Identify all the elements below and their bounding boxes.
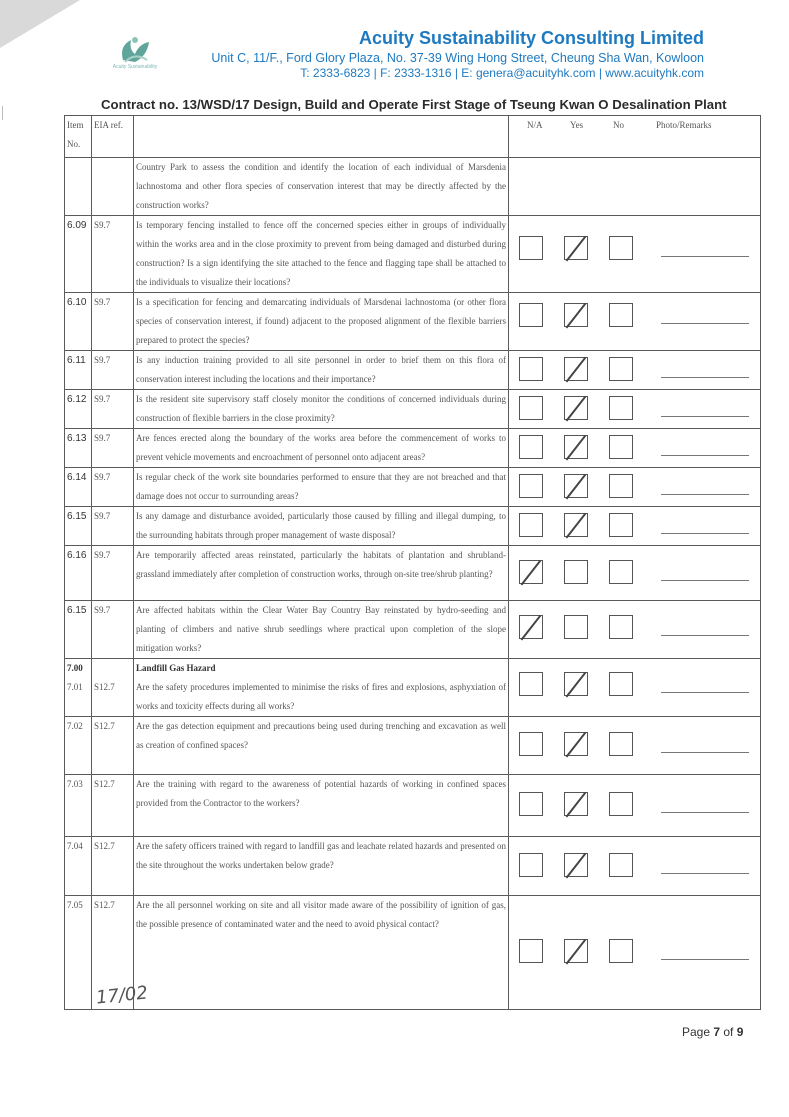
checkbox-yes[interactable] [564, 560, 588, 584]
page-number [682, 1025, 743, 1039]
row-item-no: 6.12 [65, 390, 92, 429]
question-text: Is any damage and disturbance avoided, particularly those caused by filling and illegal dumping, to the surrounding habitats through proper management of waste disposal? [136, 511, 506, 540]
checkbox-na[interactable] [519, 236, 543, 260]
remarks-line[interactable] [661, 635, 749, 636]
row-options [509, 896, 761, 1010]
question-text: Are temporarily affected areas reinstated, particularly the habitats of plantation and shrubland-grassland immediately after completion of construction works, through on-site tree/shrub planting? [136, 550, 506, 579]
checkbox-na[interactable] [519, 357, 543, 381]
header-description [134, 116, 509, 158]
header-eia-ref: EIA ref. [92, 116, 134, 158]
remarks-line[interactable] [661, 752, 749, 753]
row-description [134, 390, 509, 429]
page-prefix: Page [682, 1025, 714, 1039]
table-row [65, 775, 761, 837]
header-na: N/A [527, 120, 543, 130]
checkbox-no[interactable] [609, 732, 633, 756]
row-eia-ref: S9.7 [92, 468, 134, 507]
question-text: Are the gas detection equipment and precautions being used during trenching and excavation as well as creation of confined spaces? [136, 721, 506, 750]
remarks-line[interactable] [661, 580, 749, 581]
margin-mark [2, 106, 3, 120]
checkbox-no[interactable] [609, 357, 633, 381]
row-options [509, 546, 761, 601]
checkbox-no[interactable] [609, 513, 633, 537]
checkbox-yes[interactable] [564, 474, 588, 498]
question-text: Country Park to assess the condition and identify the location of each individual of Marsdenia lachnostoma and other flora species of conservation interest that may be directly affected by the construction works? [136, 162, 506, 210]
table-row [65, 390, 761, 429]
table-row [65, 837, 761, 896]
remarks-line[interactable] [661, 416, 749, 417]
row-description [134, 717, 509, 775]
row-item-no [65, 659, 92, 717]
row-eia-ref: S12.7 [92, 775, 134, 837]
checkbox-na[interactable] [519, 513, 543, 537]
checkbox-no[interactable] [609, 560, 633, 584]
checkbox-no[interactable] [609, 474, 633, 498]
checkbox-na[interactable] [519, 435, 543, 459]
row-options [509, 390, 761, 429]
table-row [65, 429, 761, 468]
row-options [509, 216, 761, 293]
row-item-no: 7.05 [65, 896, 92, 1010]
row-eia-ref: S12.7 [92, 717, 134, 775]
remarks-line[interactable] [661, 812, 749, 813]
row-options [509, 507, 761, 546]
table-row [65, 216, 761, 293]
section-title: Landfill Gas Hazard [136, 663, 216, 673]
header-yes: Yes [570, 120, 584, 130]
question-text: Are the safety officers trained with regard to landfill gas and leachate related hazards and presented on the site throughout the works undertaken below grade? [136, 841, 506, 870]
row-item-no: 6.13 [65, 429, 92, 468]
logo-caption: Acuity Sustainability [112, 64, 158, 70]
question-text: Are the all personnel working on site and all visitor made aware of the possibility of ignition of gas, the possible presence of contaminated water and the need to avoid physical contact? [136, 900, 506, 929]
checkbox-no[interactable] [609, 236, 633, 260]
question-text: Are the safety procedures implemented to minimise the risks of fires and explosions, asphyxiation of works and toxicity effects during all works? [136, 682, 506, 711]
checkbox-no[interactable] [609, 792, 633, 816]
row-description [134, 659, 509, 717]
checkbox-no[interactable] [609, 672, 633, 696]
section-number: 7.00 [67, 663, 83, 673]
checkbox-no[interactable] [609, 303, 633, 327]
row-description [134, 507, 509, 546]
folded-corner [0, 0, 80, 48]
row-eia-ref: S9.7 [92, 351, 134, 390]
table-row [65, 351, 761, 390]
question-text: Are fences erected along the boundary of the works area before the commencement of works to prevent vehicle movements and encroachment of personnel onto adjacent areas? [136, 433, 506, 462]
question-text: Are affected habitats within the Clear Water Bay Country Bay reinstated by hydro-seeding and planting of climbers and native shrub seedlings where practical upon completion of the slope mitigation works? [136, 605, 506, 653]
checkbox-yes[interactable] [564, 939, 588, 963]
row-item-no: 6.10 [65, 293, 92, 351]
company-contact: T: 2333-6823 | F: 2333-1316 | E: genera@acuityhk.com | www.acuityhk.com [300, 66, 704, 80]
row-options [509, 659, 761, 717]
row-description [134, 601, 509, 659]
row-eia-ref: S9.7 [92, 216, 134, 293]
question-text: Is a specification for fencing and demarcating individuals of Marsdenai lachnostoma (or other flora species of conservation interest, if found) adjacent to the proposed alignment of the flexible barriers prepared to protect the species? [136, 297, 506, 345]
row-description [134, 429, 509, 468]
page-of: of [720, 1025, 737, 1039]
row-item-no: 7.03 [65, 775, 92, 837]
row-options [509, 351, 761, 390]
checkbox-na[interactable] [519, 792, 543, 816]
table-row [65, 158, 761, 216]
row-options [509, 837, 761, 896]
checkbox-yes[interactable] [564, 853, 588, 877]
table-row [65, 601, 761, 659]
row-description [134, 158, 509, 216]
checkbox-no[interactable] [609, 435, 633, 459]
checkbox-na[interactable] [519, 939, 543, 963]
company-address: Unit C, 11/F., Ford Glory Plaza, No. 37-39 Wing Hong Street, Cheung Sha Wan, Kowloon [211, 51, 704, 65]
remarks-line[interactable] [661, 323, 749, 324]
remarks-line[interactable] [661, 455, 749, 456]
remarks-line[interactable] [661, 692, 749, 693]
row-item-no: 6.16 [65, 546, 92, 601]
table-header-row [65, 116, 761, 158]
handwritten-note: 17/02 [95, 982, 149, 1009]
header-item-no: Item No. [65, 116, 92, 158]
row-eia-ref [92, 659, 134, 717]
checkbox-yes[interactable] [564, 396, 588, 420]
checkbox-no[interactable] [609, 396, 633, 420]
row-item-no: 7.02 [65, 717, 92, 775]
row-options [509, 158, 761, 216]
remarks-line[interactable] [661, 959, 749, 960]
checkbox-na[interactable] [519, 560, 543, 584]
table-row [65, 468, 761, 507]
row-eia-ref: S9.7 [92, 390, 134, 429]
row-description [134, 351, 509, 390]
acuity-logo-icon [105, 30, 165, 80]
row-options [509, 429, 761, 468]
row-eia-ref: S9.7 [92, 507, 134, 546]
checkbox-na[interactable] [519, 672, 543, 696]
checkbox-na[interactable] [519, 853, 543, 877]
table-row [65, 896, 761, 1010]
row-eia-ref: S12.7 [92, 837, 134, 896]
checkbox-yes[interactable] [564, 672, 588, 696]
row-options [509, 293, 761, 351]
row-eia-ref [92, 158, 134, 216]
header-no: No [613, 120, 624, 130]
checkbox-yes[interactable] [564, 303, 588, 327]
contract-title: Contract no. 13/WSD/17 Design, Build and Operate First Stage of Tseung Kwan O Desalination Plant [101, 97, 727, 112]
checkbox-no[interactable] [609, 853, 633, 877]
checkbox-yes[interactable] [564, 615, 588, 639]
ref-value: S12.7 [94, 682, 115, 692]
checkbox-no[interactable] [609, 939, 633, 963]
remarks-line[interactable] [661, 494, 749, 495]
row-item-no [65, 158, 92, 216]
checkbox-no[interactable] [609, 615, 633, 639]
row-item-no: 6.11 [65, 351, 92, 390]
row-item-no: 6.15 [65, 601, 92, 659]
row-description [134, 546, 509, 601]
row-description [134, 293, 509, 351]
row-options [509, 775, 761, 837]
table-row [65, 659, 761, 717]
row-options [509, 468, 761, 507]
row-description [134, 775, 509, 837]
remarks-line[interactable] [661, 533, 749, 534]
row-options [509, 717, 761, 775]
table-row [65, 546, 761, 601]
row-eia-ref: S9.7 [92, 429, 134, 468]
question-text: Is any induction training provided to all site personnel in order to brief them on this flora of conservation interest including the locations and their importance? [136, 355, 506, 384]
checkbox-yes[interactable] [564, 732, 588, 756]
question-text: Are the training with regard to the awareness of potential hazards of working in confined spaces provided from the Contractor to the workers? [136, 779, 506, 808]
row-item-no: 6.09 [65, 216, 92, 293]
table-row [65, 507, 761, 546]
row-item-no: 7.04 [65, 837, 92, 896]
remarks-line[interactable] [661, 873, 749, 874]
row-eia-ref: S9.7 [92, 601, 134, 659]
question-text: Is the resident site supervisory staff closely monitor the conditions of concerned individuals during construction of flexible barriers in the close proximity? [136, 394, 506, 423]
row-eia-ref: S12.7 [92, 896, 134, 1010]
checkbox-na[interactable] [519, 732, 543, 756]
row-eia-ref: S9.7 [92, 293, 134, 351]
company-name: Acuity Sustainability Consulting Limited [358, 28, 704, 48]
checklist-table [64, 115, 761, 1010]
page-current: 7 [713, 1025, 721, 1039]
checkbox-yes[interactable] [564, 513, 588, 537]
row-description [134, 216, 509, 293]
table-row [65, 717, 761, 775]
checkbox-na[interactable] [519, 396, 543, 420]
question-text: Is regular check of the work site boundaries performed to ensure that they are not breached and that damage does not occur to surrounding areas? [136, 472, 506, 501]
row-eia-ref: S9.7 [92, 546, 134, 601]
row-item-no: 6.14 [65, 468, 92, 507]
row-item-no: 6.15 [65, 507, 92, 546]
checkbox-na[interactable] [519, 303, 543, 327]
ref-spacer [94, 659, 133, 678]
remarks-line[interactable] [661, 256, 749, 257]
checkbox-yes[interactable] [564, 792, 588, 816]
table-row [65, 293, 761, 351]
question-text: Is temporary fencing installed to fence off the concerned species either in groups of individually within the works area and in the close proximity to prevent from being damaged and disturbed during construction? Is a sign identifying the site attached to the fence and flagging tape shall be attached to the individuals to visualize their locations? [136, 220, 506, 287]
checkbox-yes[interactable] [564, 357, 588, 381]
checkbox-yes[interactable] [564, 236, 588, 260]
row-description [134, 837, 509, 896]
checkbox-yes[interactable] [564, 435, 588, 459]
checkbox-na[interactable] [519, 615, 543, 639]
page-total: 9 [736, 1025, 744, 1039]
row-item-number: 7.01 [67, 682, 83, 692]
row-description [134, 896, 509, 1010]
row-description [134, 468, 509, 507]
header-options [509, 116, 761, 158]
checkbox-na[interactable] [519, 474, 543, 498]
remarks-line[interactable] [661, 377, 749, 378]
row-options [509, 601, 761, 659]
header-remarks: Photo/Remarks [656, 120, 712, 130]
